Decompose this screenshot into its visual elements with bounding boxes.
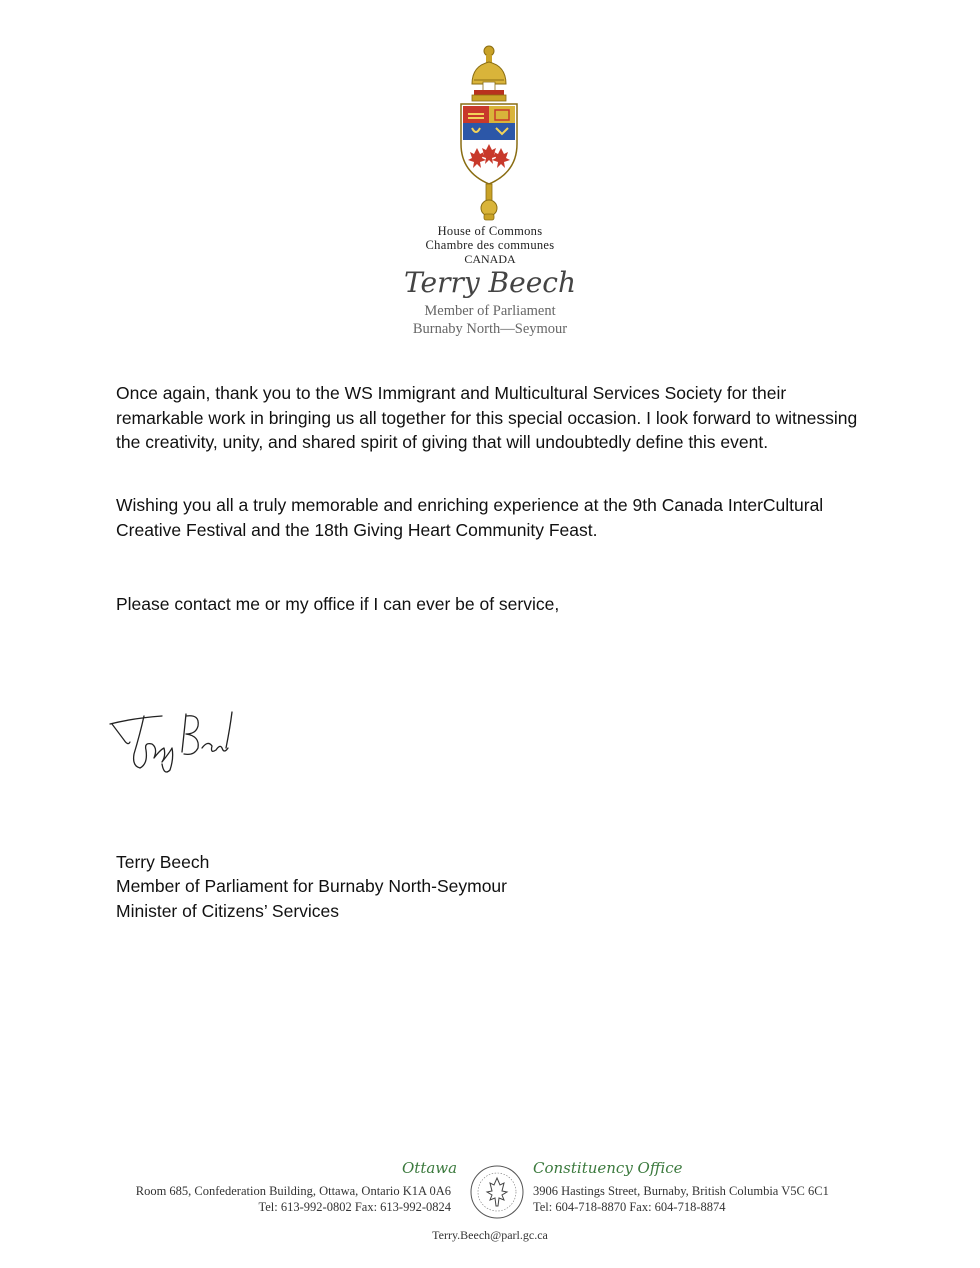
constituency-phone: Tel: 604-718-8870 Fax: 604-718-8874	[533, 1200, 726, 1214]
constituency-address: 3906 Hastings Street, Burnaby, British Columbia V5C 6C1	[533, 1184, 829, 1198]
maple-leaf-seal-icon	[469, 1164, 525, 1220]
house-of-commons-label: House of Commons	[437, 224, 543, 238]
signature-block	[116, 850, 507, 923]
ottawa-office-title: Ottawa	[402, 1159, 458, 1177]
body-paragraph-thanks: Once again, thank you to the WS Immigrant and Multicultural Services Society for their remarkable work in bringing us all together for this special occasion. I look forward to witnessing the creativity, unity, and shared spirit of giving that will undoubtedly define this event.	[116, 383, 858, 452]
ottawa-address: Room 685, Confederation Building, Ottawa, Ontario K1A 0A6	[135, 1184, 451, 1198]
canada-label: CANADA	[464, 252, 516, 266]
signatory-title: Member of Parliament for Burnaby North-Seymour	[116, 876, 507, 897]
chambre-des-communes-label: Chambre des communes	[425, 238, 555, 252]
handwritten-signature-icon	[104, 704, 244, 776]
ottawa-office-address-block	[136, 1183, 451, 1215]
body-paragraph-wishes: Wishing you all a truly memorable and enriching experience at the 9th Canada InterCultural Creative Festival and the 18th Giving Heart Community Feast.	[116, 495, 824, 540]
canadian-coat-of-arms-icon	[450, 44, 528, 222]
body-paragraph-contact: Please contact me or my office if I can ever be of service,	[116, 594, 560, 614]
letterhead-mp-title: Member of Parliament	[424, 303, 556, 319]
constituency-office-address-block	[533, 1183, 829, 1215]
letterhead-riding: Burnaby North—Seymour	[412, 321, 568, 337]
letterhead-mp-name: Terry Beech	[404, 266, 576, 299]
signatory-name: Terry Beech	[116, 852, 210, 872]
constituency-office-title: Constituency Office	[533, 1159, 683, 1177]
email-address: Terry.Beech@parl.gc.ca	[432, 1228, 548, 1242]
ottawa-phone: Tel: 613-992-0802 Fax: 613-992-0824	[258, 1200, 451, 1214]
signatory-ministry: Minister of Citizens’ Services	[116, 900, 340, 921]
